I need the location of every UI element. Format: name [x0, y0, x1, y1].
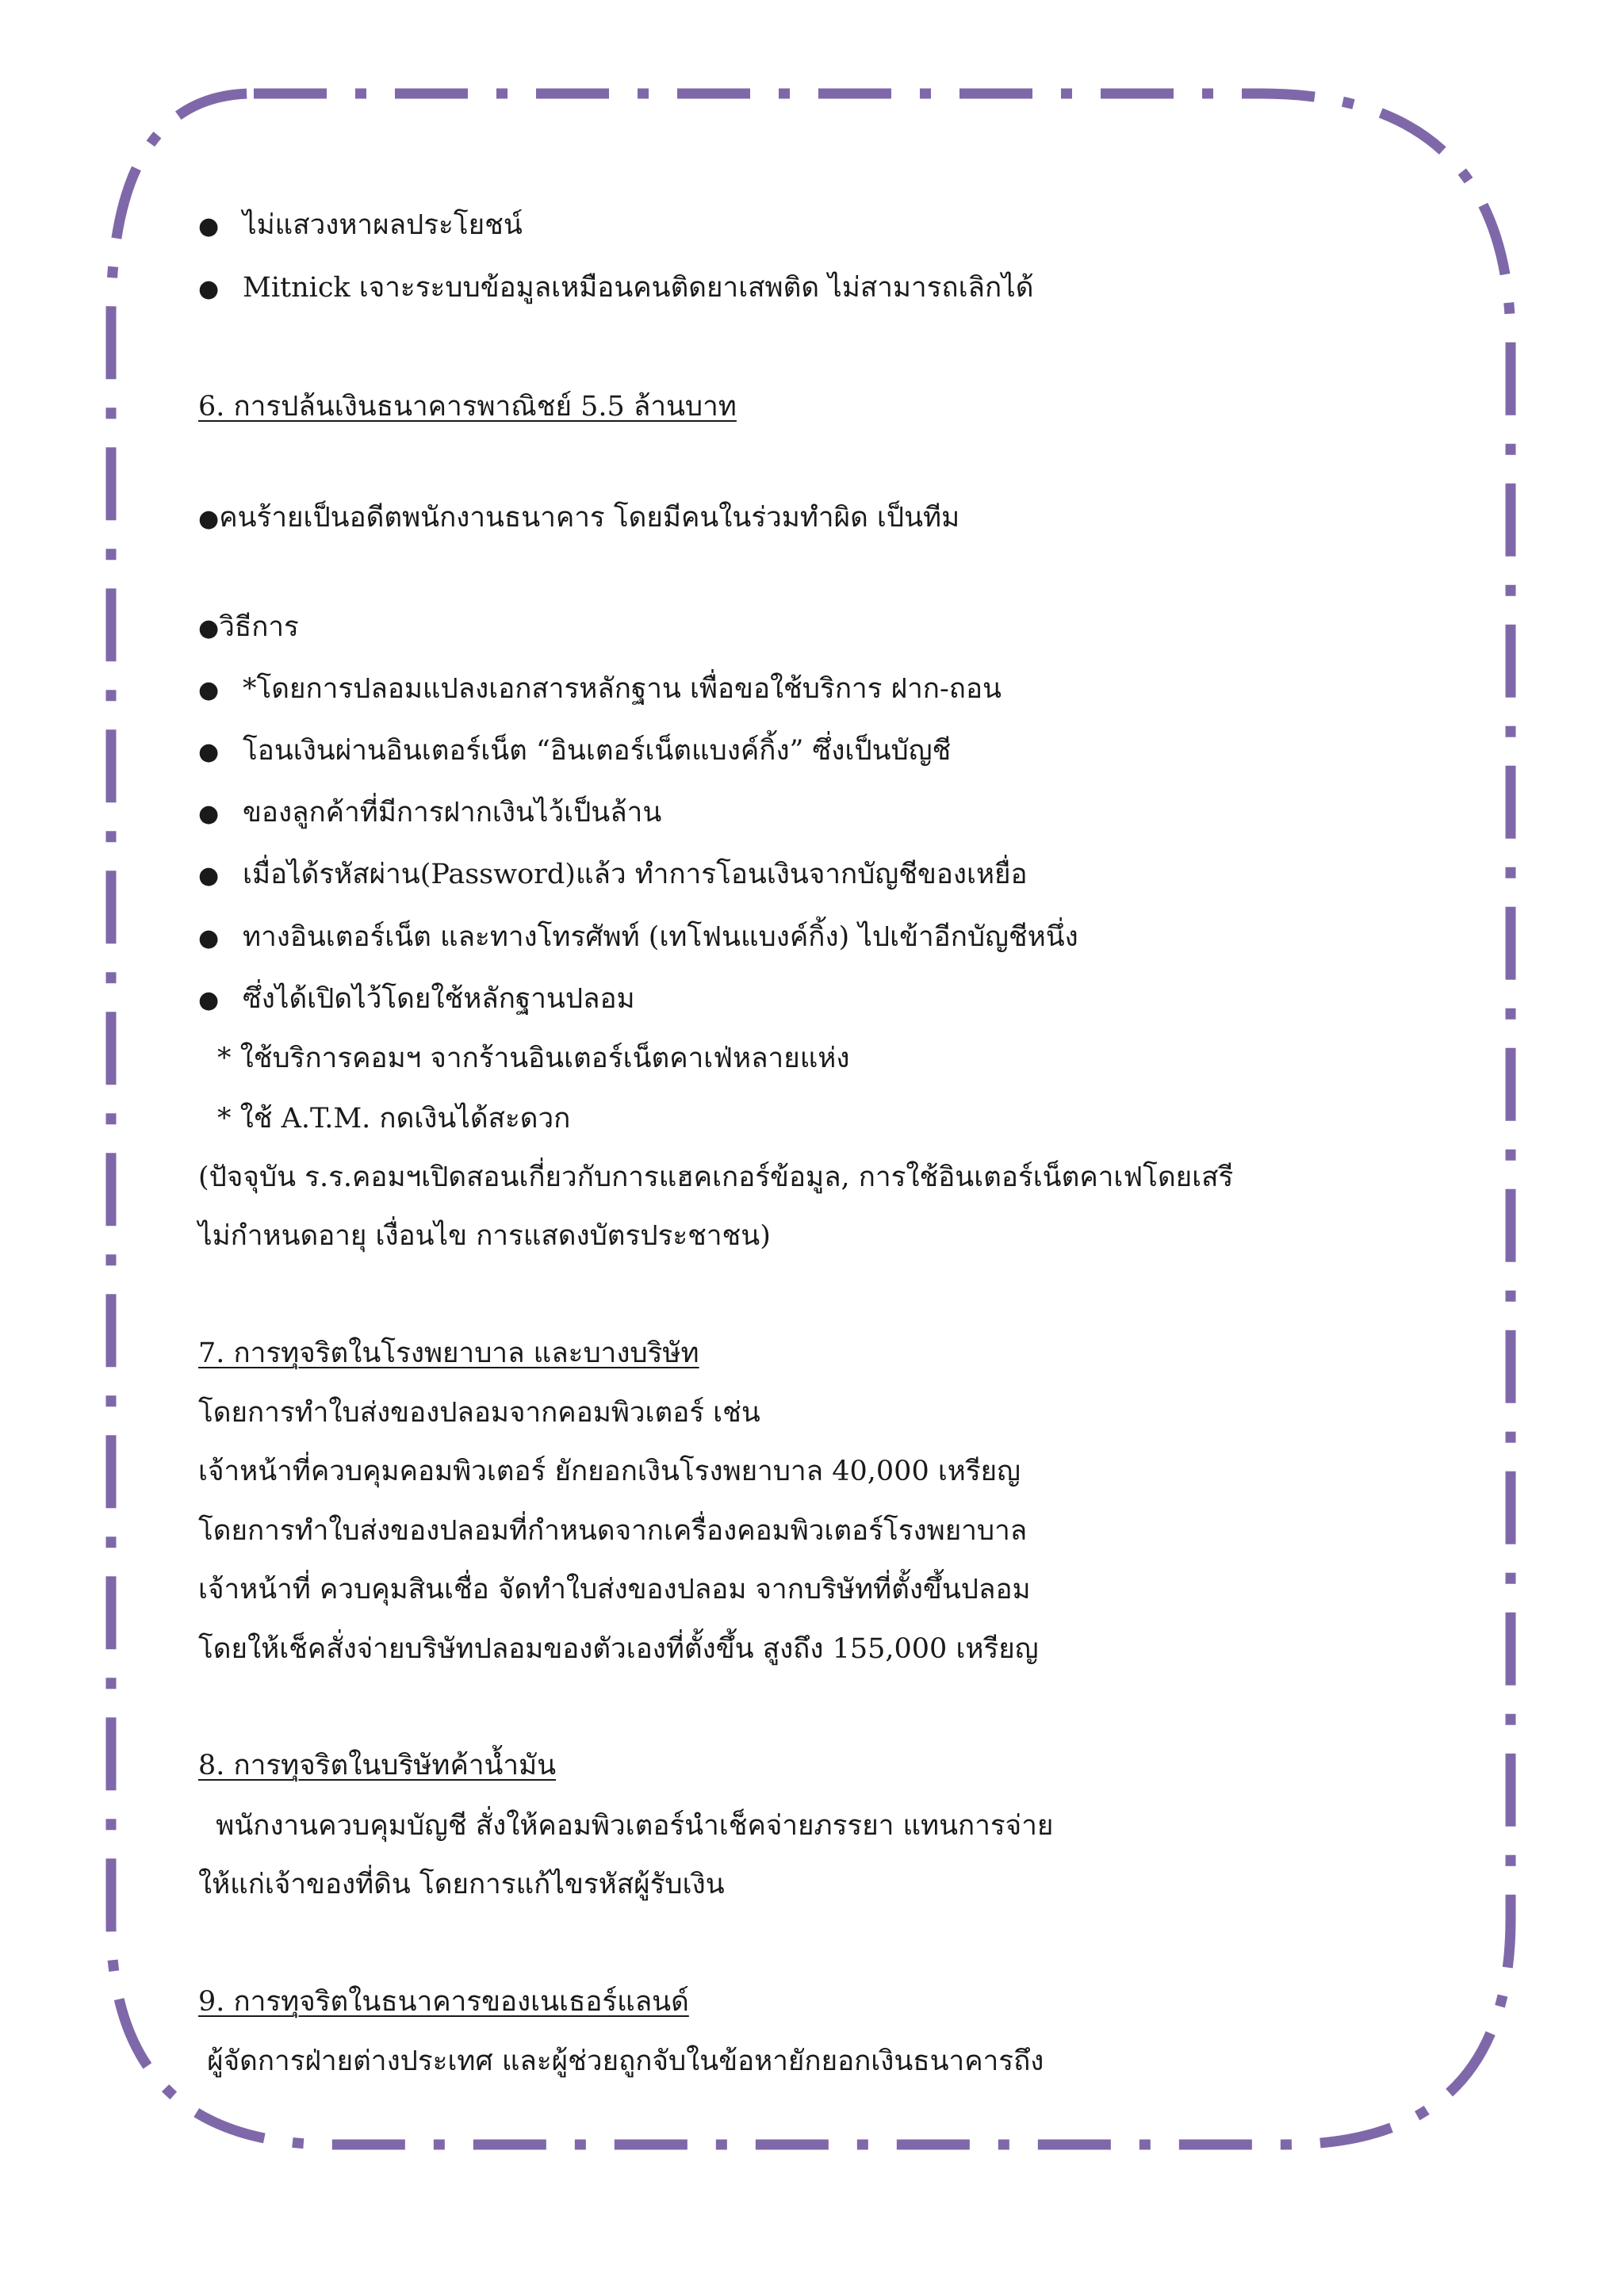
section-8-heading: 8. การทุจริตในบริษัทค้าน้ำมัน [198, 1750, 557, 1781]
bullet-line-1 [198, 208, 523, 244]
section-6-heading: 6. การปล้นเงินธนาคารพาณิชย์ 5.5 ล้านบาท [198, 391, 737, 423]
bullet-text: ไม่แสวงหาผลประโยชน์ [243, 209, 523, 241]
remark-line-2: ไม่กำหนดอายุ เงื่อนไข การแสดงบัตรประชาชน) [198, 1220, 771, 1252]
culprit-text: คนร้ายเป็นอดีตพนักงานธนาคาร โดยมีคนในร่วมทำผิด เป็นทีม [219, 502, 960, 534]
method-text: ซึ่งได้เปิดไว้โดยใช้หลักฐานปลอม [243, 983, 635, 1015]
bullet-icon: ● [198, 738, 220, 766]
bullet-icon: ● [198, 676, 220, 704]
section-7-heading: 7. การทุจริตในโรงพยาบาล และบางบริษัท [198, 1337, 699, 1369]
section-7-line-5: โดยให้เช็คสั่งจ่ายบริษัทปลอมของตัวเองที่ตั้งขึ้น สูงถึง 155,000 เหรียญ [198, 1633, 1039, 1665]
method-text: เมื่อได้รหัสผ่าน(Password)แล้ว ทำการโอนเงินจากบัญชีของเหยื่อ [243, 859, 1028, 890]
method-text: ของลูกค้าที่มีการฝากเงินไว้เป็นล้าน [243, 797, 662, 828]
bullet-icon: ● [198, 800, 220, 828]
method-bullet-2 [198, 733, 951, 770]
remark-line-1: (ปัจจุบัน ร.ร.คอมฯเปิดสอนเกี่ยวกับการแฮคเกอร์ข้อมูล, การใช้อินเตอร์เน็ตคาเฟโดยเสรี [198, 1161, 1234, 1193]
bullet-line-2 [198, 270, 1034, 307]
note-2: * ใช้ A.T.M. กดเงินได้สะดวก [217, 1103, 571, 1135]
method-label-text: วิธีการ [219, 611, 299, 643]
section-7-line-3: โดยการทำใบส่งของปลอมที่กำหนดจากเครื่องคอมพิวเตอร์โรงพยาบาล [198, 1515, 1028, 1547]
method-bullet-6 [198, 982, 635, 1018]
bullet-icon: ● [198, 862, 220, 890]
section-9-line-1: ผู้จัดการฝ่ายต่างประเทศ และผู้ช่วยถูกจับในข้อหายักยอกเงินธนาคารถึง [198, 2045, 1044, 2077]
method-text: *โดยการปลอมแปลงเอกสารหลักฐาน เพื่อขอใช้บริการ ฝาก-ถอน [243, 673, 1002, 705]
method-bullet-4 [198, 857, 1028, 894]
bullet-icon: ● [198, 275, 220, 303]
bullet-icon: ● [198, 986, 220, 1014]
section-7-line-4: เจ้าหน้าที่ ควบคุมสินเชื่อ จัดทำใบส่งของปลอม จากบริษัทที่ตั้งขึ้นปลอม [198, 1574, 1031, 1605]
section-7-line-1: โดยการทำใบส่งของปลอมจากคอมพิวเตอร์ เช่น [198, 1397, 760, 1429]
bullet-icon: ● [198, 505, 220, 533]
section-6-culprit [198, 500, 959, 537]
bullet-icon: ● [198, 614, 220, 642]
section-8-line-1: พนักงานควบคุมบัญชี สั่งให้คอมพิวเตอร์นำเช็คจ่ายภรรยา แทนการจ่าย [198, 1810, 1054, 1842]
method-bullet-5 [198, 920, 1078, 956]
method-text: ทางอินเตอร์เน็ต และทางโทรศัพท์ (เทโฟนแบงค์กิ้ง) ไปเข้าอีกบัญชีหนึ่ง [243, 921, 1078, 953]
method-bullet-3 [198, 795, 661, 832]
method-bullet-1 [198, 672, 1002, 708]
section-8-line-2: ให้แก่เจ้าของที่ดิน โดยการแก้ไขรหัสผู้รับเงิน [198, 1869, 725, 1900]
bullet-icon: ● [198, 212, 220, 240]
section-7-line-2: เจ้าหน้าที่ควบคุมคอมพิวเตอร์ ยักยอกเงินโรงพยาบาล 40,000 เหรียญ [198, 1456, 1021, 1487]
section-9-heading: 9. การทุจริตในธนาคารของเนเธอร์แลนด์ [198, 1986, 689, 2018]
method-text: โอนเงินผ่านอินเตอร์เน็ต “อินเตอร์เน็ตแบงค์กิ้ง” ซึ่งเป็นบัญชี [243, 735, 952, 767]
note-1: * ใช้บริการคอมฯ จากร้านอินเตอร์เน็ตคาเฟ่หลายแห่ง [217, 1043, 850, 1074]
bullet-icon: ● [198, 924, 220, 952]
section-6-method-label [198, 610, 299, 646]
bullet-text: Mitnick เจาะระบบข้อมูลเหมือนคนติดยาเสพติด ไม่สามารถเลิกได้ [243, 272, 1034, 304]
